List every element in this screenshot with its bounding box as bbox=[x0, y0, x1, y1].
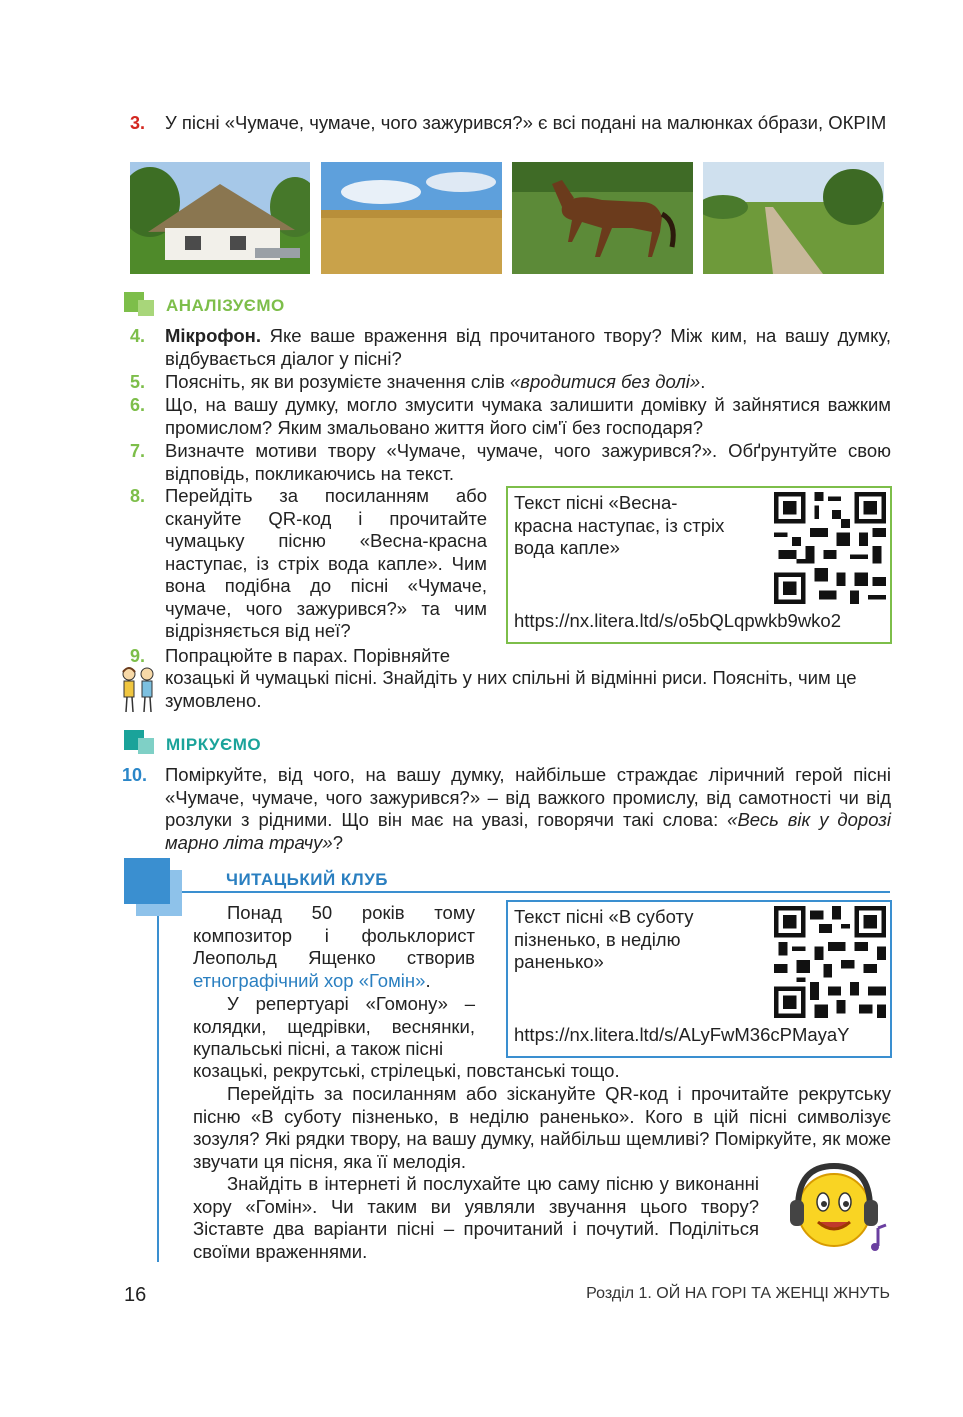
qr-card bbox=[506, 486, 892, 644]
club-top-rule bbox=[182, 891, 890, 893]
club-paragraph-1: Понад 50 років тому композитор і фольклорист Леопольд Ященко створив етнографічний хор «Гомін». bbox=[193, 902, 475, 991]
qr-card-title: Текст пісні «Весна-красна наступає, із стріх вода капле» bbox=[514, 492, 725, 558]
club-paragraph-3: Перейдіть за посиланням або зіскануйте QR-код і прочитайте рекрутську пісню «В суботу пізненько, в неділю раненько». Кого в цій пісні символізує зозуля? Які рядки твору, на вашу думку, найбільш щемливі? Поміркуйте, як може звучати ця пісня, яка її мелодія. bbox=[193, 1083, 891, 1172]
section-title-analyze: АНАЛІЗУЄМО bbox=[166, 296, 285, 315]
club-paragraph-4: Знайдіть в інтернеті й послухайте цю саму пісню у виконанні хору «Гомін». Чи таким ви уявляли звучання цього твору? Зіставте два варіанти пісні – прочитаний і почутий. Поділіться своїми враженнями. bbox=[193, 1173, 759, 1262]
section-title-think: МІРКУЄМО bbox=[166, 735, 262, 754]
task-number: 3. bbox=[130, 113, 146, 133]
section-marker-shadow bbox=[138, 300, 154, 316]
task-number: 4. bbox=[130, 326, 146, 346]
task-text: Поясніть, як ви розумієте значення слів «вродитися без долі». bbox=[165, 371, 706, 392]
task-text: Перейдіть за посиланням або скануйте QR-код і прочитайте чумацьку пісню «Весна-красна наступає, із стріх вода капле». Чим вона подібна до пісні «Чумаче, чумаче, чого зажурився?» та чим відрізняється від неї? bbox=[165, 485, 487, 641]
task-text: Визначте мотиви твору «Чумаче, чумаче, чого зажурився?». Обґрунтуйте свою відповідь, покликаючись на текст. bbox=[165, 440, 891, 484]
task-text-continued: козацькі й чумацькі пісні. Знайдіть у них спільні й відмінні риси. Поясніть, чим це зумовлено. bbox=[165, 667, 857, 711]
task-text: Мікрофон. Яке ваше враження від прочитаного твору? Між ким, на вашу думку, відбувається діалог у пісні? bbox=[165, 325, 891, 369]
club-paragraph-2: У репертуарі «Гомону» – колядки, щедрівки, веснянки, купальські пісні, а також пісні bbox=[193, 993, 475, 1059]
task-text: Поміркуйте, від чого, на вашу думку, найбільше страждає ліричний герой пісні «Чумаче, чумаче, чого зажурився?» – від важкого промислу, від самотності чи від розлуки з рідними. Що він має на увазі, говорячи такі слова: «Весь вік у дорозі марно літа трачу»? bbox=[165, 764, 891, 853]
qr-link[interactable]: https://nx.litera.ltd/s/o5bQLqpwkb9wko2 bbox=[514, 610, 842, 631]
horse-photo bbox=[512, 162, 693, 274]
qr-code-icon[interactable] bbox=[774, 906, 886, 1018]
task-number: 5. bbox=[130, 372, 146, 392]
club-title: ЧИТАЦЬКИЙ КЛУБ bbox=[226, 870, 389, 889]
qr-code-icon[interactable] bbox=[774, 492, 886, 604]
headphones-smiley-icon bbox=[786, 1158, 890, 1258]
qr-link[interactable]: https://nx.litera.ltd/s/ALyFwM36cPMayaY bbox=[514, 1024, 850, 1045]
choir-link[interactable]: етнографічний хор «Гомін» bbox=[193, 969, 426, 991]
house-photo bbox=[130, 162, 310, 274]
task-number: 6. bbox=[130, 395, 146, 415]
section-marker-shadow bbox=[138, 738, 154, 754]
qr-card bbox=[506, 900, 892, 1058]
task-number: 10. bbox=[122, 765, 148, 785]
page-number: 16 bbox=[124, 1284, 147, 1306]
task-number: 8. bbox=[130, 486, 146, 506]
club-left-rule bbox=[157, 916, 159, 1262]
task-text: Попрацюйте в парах. Порівняйте bbox=[165, 645, 450, 666]
pair-work-icon bbox=[116, 664, 160, 714]
task-number: 7. bbox=[130, 441, 146, 461]
club-marker bbox=[124, 858, 170, 904]
task-number: 9. bbox=[130, 646, 146, 666]
dirt-road-photo bbox=[703, 162, 884, 274]
qr-card-title: Текст пісні «В суботу пізненько, в неділю раненько» bbox=[514, 906, 694, 972]
chapter-title: Розділ 1. ОЙ НА ГОРІ ТА ЖЕНЦІ ЖНУТЬ bbox=[586, 1285, 890, 1302]
task-text: Що, на вашу думку, могло змусити чумака залишити домівку й зайнятися важким промислом? Яким змальовано життя його сім'ї без господаря? bbox=[165, 394, 891, 438]
wheat-field-photo bbox=[321, 162, 502, 274]
club-paragraph-2-continued: козацькі, рекрутські, стрілецькі, повстанські тощо. bbox=[193, 1060, 620, 1081]
task-text: У пісні «Чумаче, чумаче, чого зажурився?» є всі подані на малюнках óбрази, ОКРІМ bbox=[165, 112, 887, 133]
